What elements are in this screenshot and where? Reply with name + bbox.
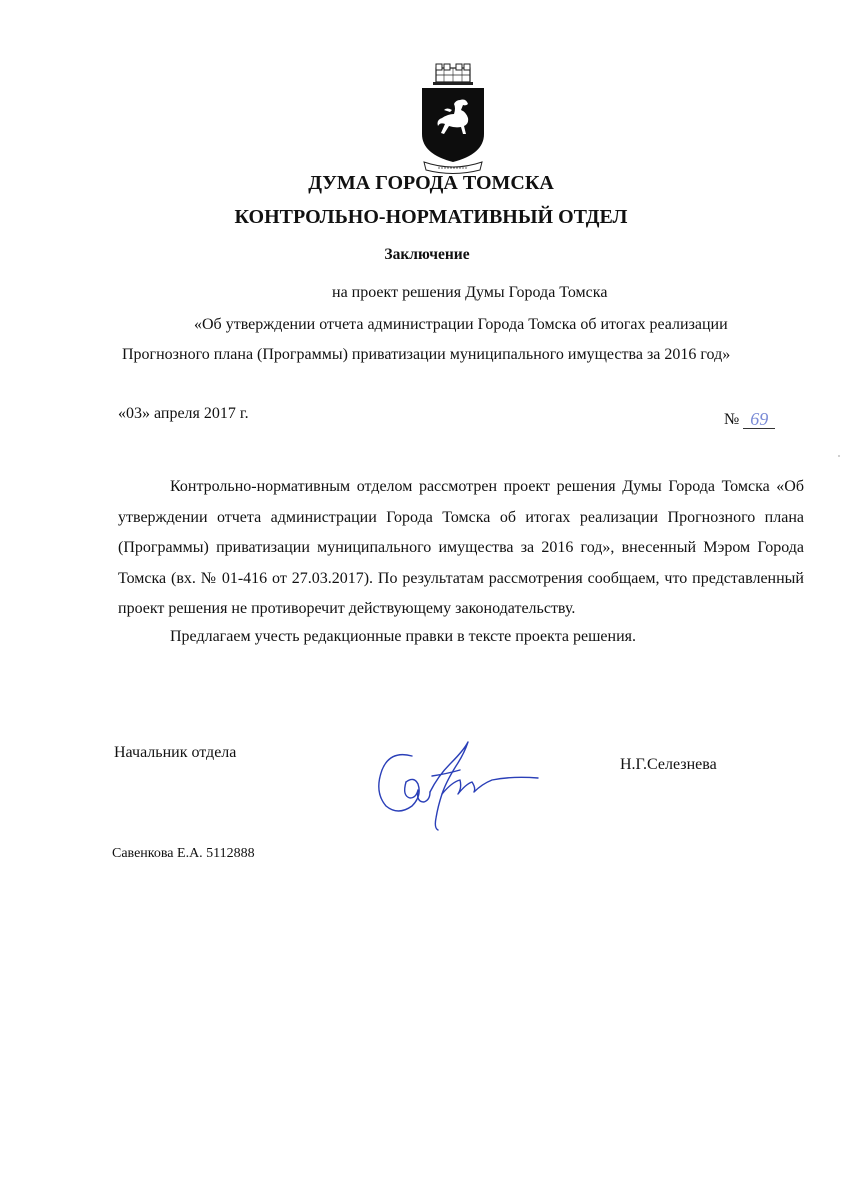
document-date: «03» апреля 2017 г. <box>118 405 249 422</box>
shield-icon <box>422 88 484 162</box>
subject-line-3: Прогнозного плана (Программы) приватизации муниципального имущества за 2016 год» <box>122 346 731 363</box>
body-paragraph-2: Предлагаем учесть редакционные правки в тексте проекта решения. <box>170 628 636 645</box>
body-paragraph-1: Контрольно-нормативным отделом рассмотрен проект решения Думы Города Томска «Об утверждении отчета администрации Города Томска об итогах реализации Прогнозного плана (Программы) приватизации муниципального имущества за 2016 год», внесенный Мэром Города Томска (вх. № 01-416 от 27.03.2017). По результатам рассмотрения сообщаем, что представленный проект решения не противоречит действующему законодательству. <box>118 478 804 617</box>
number-value: 69 <box>743 410 775 429</box>
subject-line-2: «Об утверждении отчета администрации Города Томска об итогах реализации <box>194 316 728 333</box>
signatory-position: Начальник отдела <box>114 744 237 761</box>
coat-of-arms-emblem <box>414 62 492 174</box>
document-number <box>724 410 775 429</box>
crown-icon <box>433 64 473 85</box>
scan-speck <box>838 455 840 457</box>
number-label: № <box>724 411 740 428</box>
organization-title: ДУМА ГОРОДА ТОМСКА <box>308 172 554 194</box>
handwritten-signature <box>372 736 544 836</box>
executor-contact: Савенкова Е.А. 5112888 <box>112 846 255 861</box>
document-type-heading: Заключение <box>384 246 470 263</box>
signatory-name: Н.Г.Селезнева <box>620 756 717 773</box>
subject-line-1: на проект решения Думы Города Томска <box>332 284 608 301</box>
department-title: КОНТРОЛЬНО-НОРМАТИВНЫЙ ОТДЕЛ <box>234 206 628 228</box>
